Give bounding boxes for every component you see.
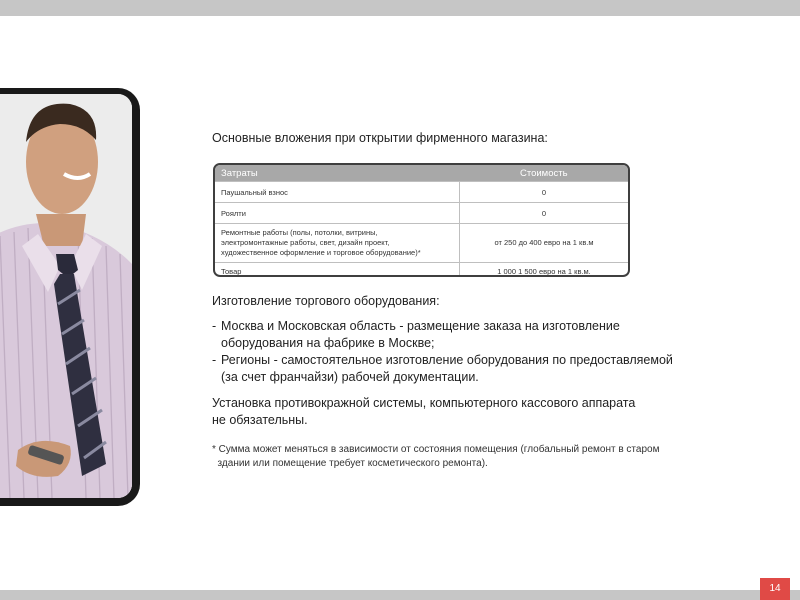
table-row: [215, 203, 628, 224]
cost-item: [215, 224, 460, 263]
list-item-line: оборудования на фабрике в Москве;: [221, 336, 435, 350]
equipment-list: [212, 318, 732, 386]
footnote-line: * Сумма может меняться в зависимости от состояния помещения (глобальный ремонт в старом: [212, 444, 660, 455]
security-note: [212, 395, 732, 429]
bottom-bar: [0, 590, 800, 600]
cost-item-line: электромонтажные работы, свет, дизайн проект,: [221, 238, 390, 247]
footnote: [212, 443, 732, 471]
list-item-line: Регионы - самостоятельное изготовление оборудования по предоставляемой: [221, 353, 673, 367]
list-dash: -: [212, 353, 217, 367]
list-item-line: Москва и Московская область - размещение заказа на изготовление: [221, 319, 620, 333]
list-dash: -: [212, 319, 217, 333]
costs-table: [213, 163, 630, 277]
cost-item-line: Ремонтные работы (полы, потолки, витрины,: [221, 228, 378, 237]
list-item: [212, 352, 732, 386]
equipment-title: Изготовление торгового оборудования:: [212, 294, 440, 308]
footnote-line: здании или помещение требует косметического ремонта).: [212, 458, 488, 469]
list-item: [212, 318, 732, 352]
cost-item: Паушальный взнос: [215, 182, 460, 203]
security-line: не обязательны.: [212, 413, 308, 427]
cost-price: 1 000 1 500 евро на 1 кв.м.: [460, 263, 629, 278]
table-header-row: [215, 165, 628, 182]
table-row: [215, 224, 628, 263]
list-item-line: (за счет франчайзи) рабочей документации.: [221, 370, 479, 384]
cost-price: 0: [460, 182, 629, 203]
security-line: Установка противокражной системы, компьютерного кассового аппарата: [212, 396, 636, 410]
businessman-photo: [0, 94, 132, 498]
cost-item: Роялти: [215, 203, 460, 224]
table-row: [215, 182, 628, 203]
table-row: [215, 263, 628, 278]
top-bar: [0, 0, 800, 16]
col-header-costs: Затраты: [215, 165, 460, 182]
cost-price: от 250 до 400 евро на 1 кв.м: [460, 224, 629, 263]
page-number: 14: [760, 578, 790, 600]
cost-item-line: художественное оформление и торговое оборудование)*: [221, 248, 421, 257]
cost-item: Товар: [215, 263, 460, 278]
page-heading: Основные вложения при открытии фирменного магазина:: [212, 131, 548, 145]
col-header-price: Стоимость: [460, 165, 629, 182]
cost-price: 0: [460, 203, 629, 224]
